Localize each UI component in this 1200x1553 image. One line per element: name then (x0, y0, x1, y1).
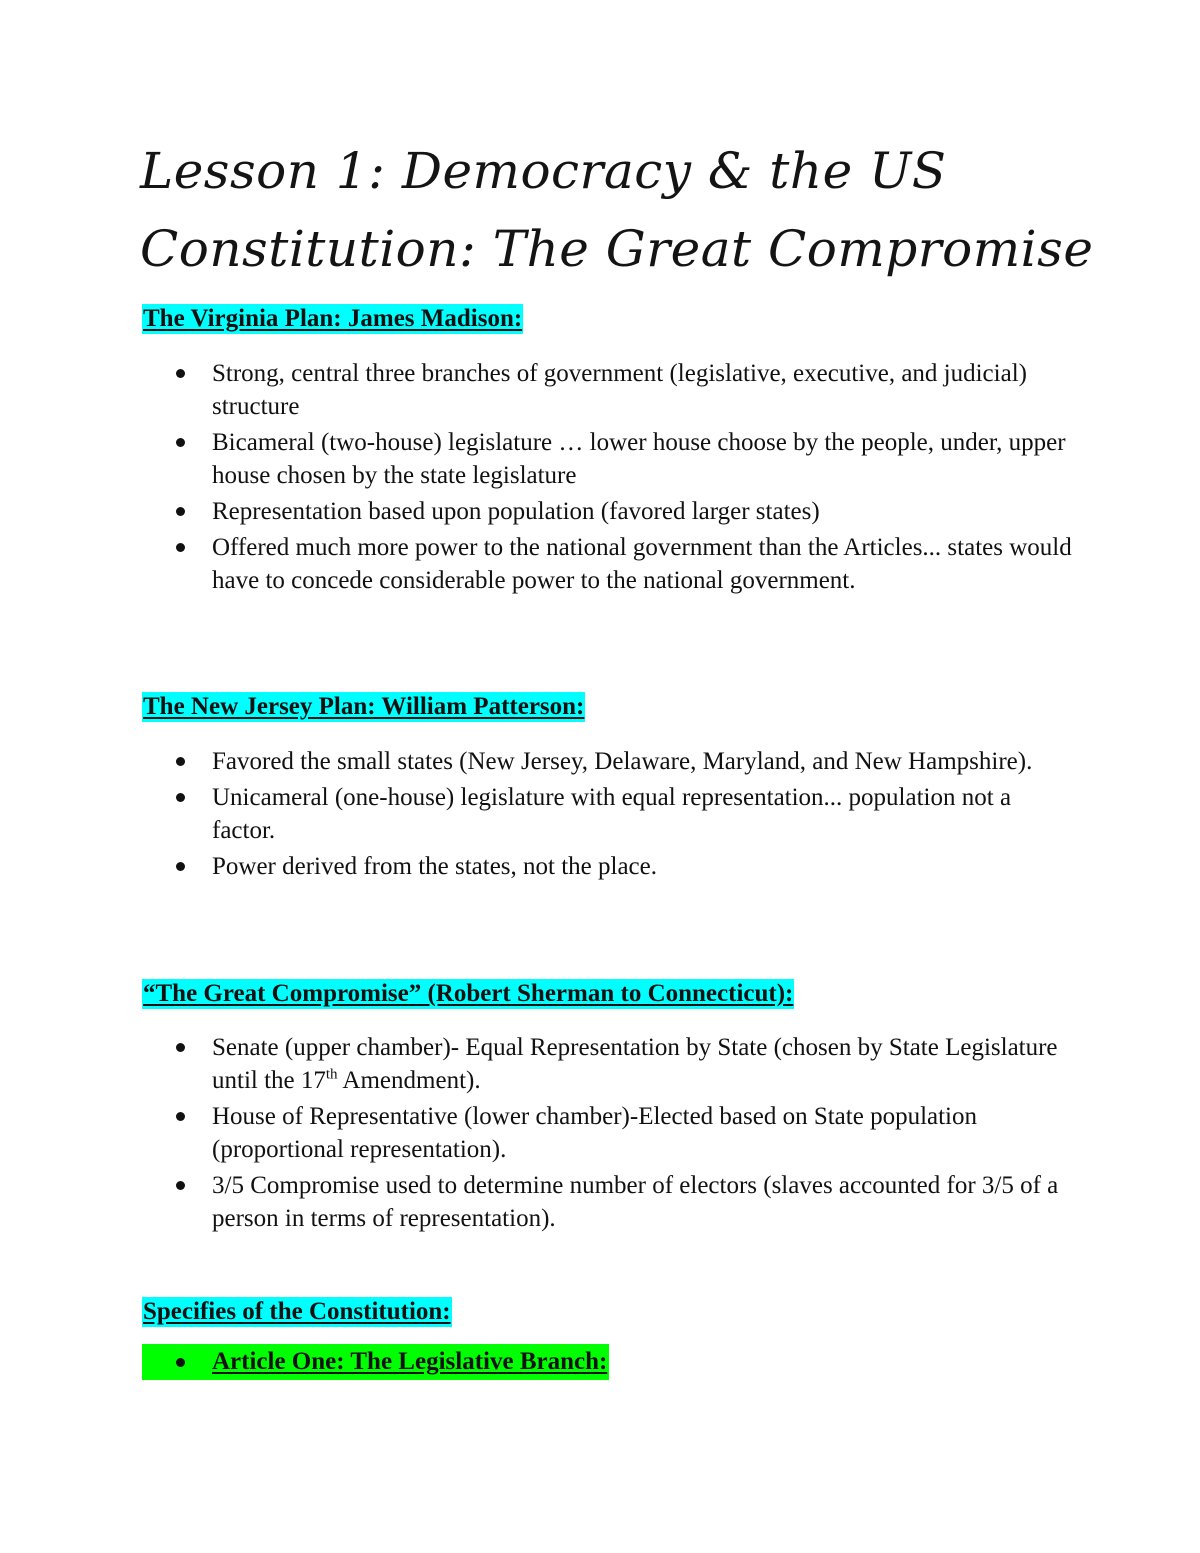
section-new-jersey-plan (142, 692, 1072, 886)
bullet-icon (176, 369, 185, 378)
section-great-compromise (142, 979, 1072, 1238)
section-heading-virginia-plan: The Virginia Plan: James Madison: (143, 305, 523, 332)
bullet-icon (176, 1043, 185, 1052)
title-line-2: Constitution: The Great Compromise (140, 220, 1094, 278)
title-line-1: Lesson 1: Democracy & the US (140, 142, 947, 200)
bullet-icon (176, 1181, 185, 1190)
virginia-plan-list (142, 357, 1072, 597)
list-item: Offered much more power to the national government than the Articles... states would have to concede considerable power to the national government. (142, 531, 1072, 597)
list-item: House of Representative (lower chamber)-Elected based on State population (proportional representation). (142, 1100, 1072, 1166)
list-item: Power derived from the states, not the place. (142, 850, 1072, 883)
list-item: Senate (upper chamber)- Equal Representation by State (chosen by State Legislature until the 17th Amendment). (142, 1031, 1072, 1097)
list-item: Strong, central three branches of government (legislative, executive, and judicial) structure (142, 357, 1072, 423)
bullet-icon (176, 507, 185, 516)
new-jersey-plan-list (142, 745, 1072, 883)
bullet-icon (176, 543, 185, 552)
list-item: 3/5 Compromise used to determine number of electors (slaves accounted for 3/5 of a person in terms of representation). (142, 1169, 1072, 1235)
great-compromise-list (142, 1031, 1072, 1235)
section-heading-new-jersey-plan: The New Jersey Plan: William Patterson: (143, 693, 585, 720)
bullet-icon (176, 438, 185, 447)
bullet-icon (176, 793, 185, 802)
bullet-icon (176, 1358, 185, 1367)
section-heading-specifies: Specifies of the Constitution: (143, 1298, 451, 1325)
list-item: Representation based upon population (favored larger states) (142, 495, 1072, 528)
list-item: Unicameral (one-house) legislature with equal representation... population not a factor. (142, 781, 1072, 847)
article-list (142, 1344, 1072, 1380)
section-specifies-of-constitution (142, 1297, 1072, 1380)
list-item-article-one: Article One: The Legislative Branch: (142, 1344, 609, 1380)
list-item: Favored the small states (New Jersey, Delaware, Maryland, and New Hampshire). (142, 745, 1072, 778)
document-title (140, 132, 1100, 288)
list-item: Bicameral (two-house) legislature … lower house choose by the people, under, upper house chosen by the state legislature (142, 426, 1072, 492)
bullet-icon (176, 757, 185, 766)
bullet-icon (176, 862, 185, 871)
section-heading-great-compromise: “The Great Compromise” (Robert Sherman to Connecticut): (143, 980, 794, 1007)
section-virginia-plan (142, 304, 1072, 600)
bullet-icon (176, 1112, 185, 1121)
